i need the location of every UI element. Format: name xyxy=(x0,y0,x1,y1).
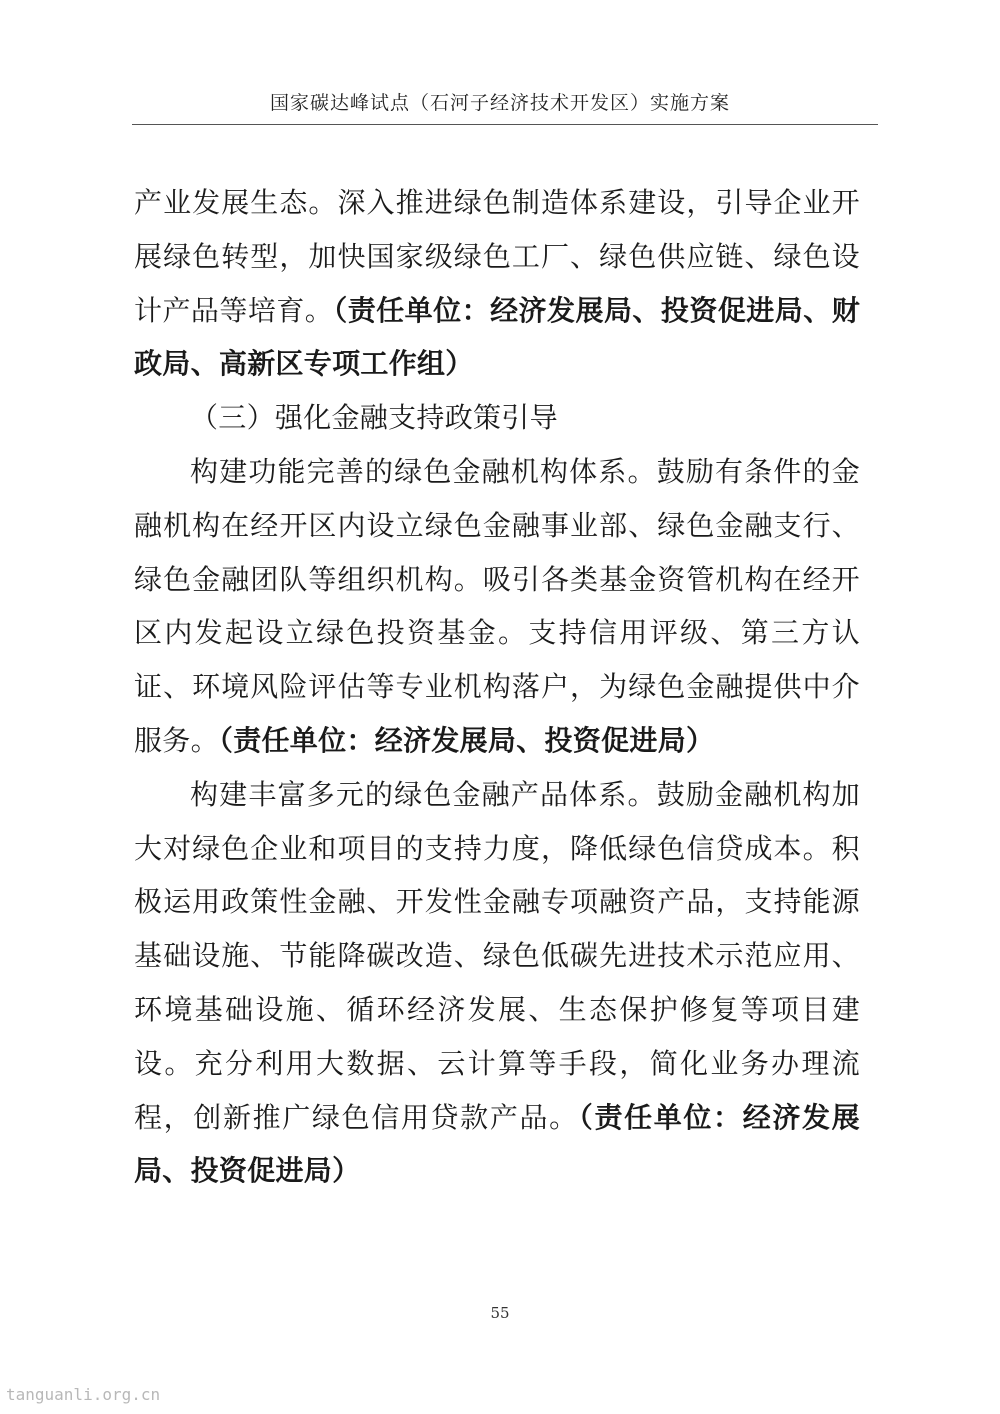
paragraph-text: 产业发展生态。深入推进绿色制造体系建设，引导企业开展绿色转型，加快国家级绿色工厂、绿色供应链、绿色设计产品等培育。 xyxy=(134,186,860,327)
document-body xyxy=(134,176,860,1198)
paragraph-continuation xyxy=(134,176,860,391)
section-heading xyxy=(134,391,860,445)
section-heading-text: （三）强化金融支持政策引导 xyxy=(190,401,558,435)
page-number: 55 xyxy=(490,1304,510,1322)
responsibility-note: （责任单位：经济发展局、投资促进局） xyxy=(218,723,715,757)
responsibility-note: （责任单位：经济发展局、投资促进局、财政局、高新区专项工作组） xyxy=(134,293,860,381)
paragraph-finance-institutions xyxy=(134,445,860,768)
watermark: tanguanli.org.cn xyxy=(6,1385,161,1404)
paragraph-finance-products xyxy=(134,768,860,1198)
responsibility-note: （责任单位：经济发展局、投资促进局） xyxy=(134,1100,860,1188)
page-header-title: 国家碳达峰试点（石河子经济技术开发区）实施方案 xyxy=(269,92,730,114)
header-divider xyxy=(132,124,878,125)
paragraph-text: 构建丰富多元的绿色金融产品体系。鼓励金融机构加大对绿色企业和项目的支持力度，降低绿色信贷成本。积极运用政策性金融、开发性金融专项融资产品，支持能源基础设施、节能降碳改造、绿色低碳先进技术示范应用、环境基础设施、循环经济发展、生态保护修复等项目建设。充分利用大数据、云计算等手段，简化业务办理流程，创新推广绿色信用贷款产品。 xyxy=(134,777,860,1134)
paragraph-text: 构建功能完善的绿色金融机构体系。鼓励有条件的金融机构在经开区内设立绿色金融事业部、绿色金融支行、绿色金融团队等组织机构。吸引各类基金资管机构在经开区内发起设立绿色投资基金。支持信用评级、第三方认证、环境风险评估等专业机构落户，为绿色金融提供中介服务。 xyxy=(134,454,860,757)
